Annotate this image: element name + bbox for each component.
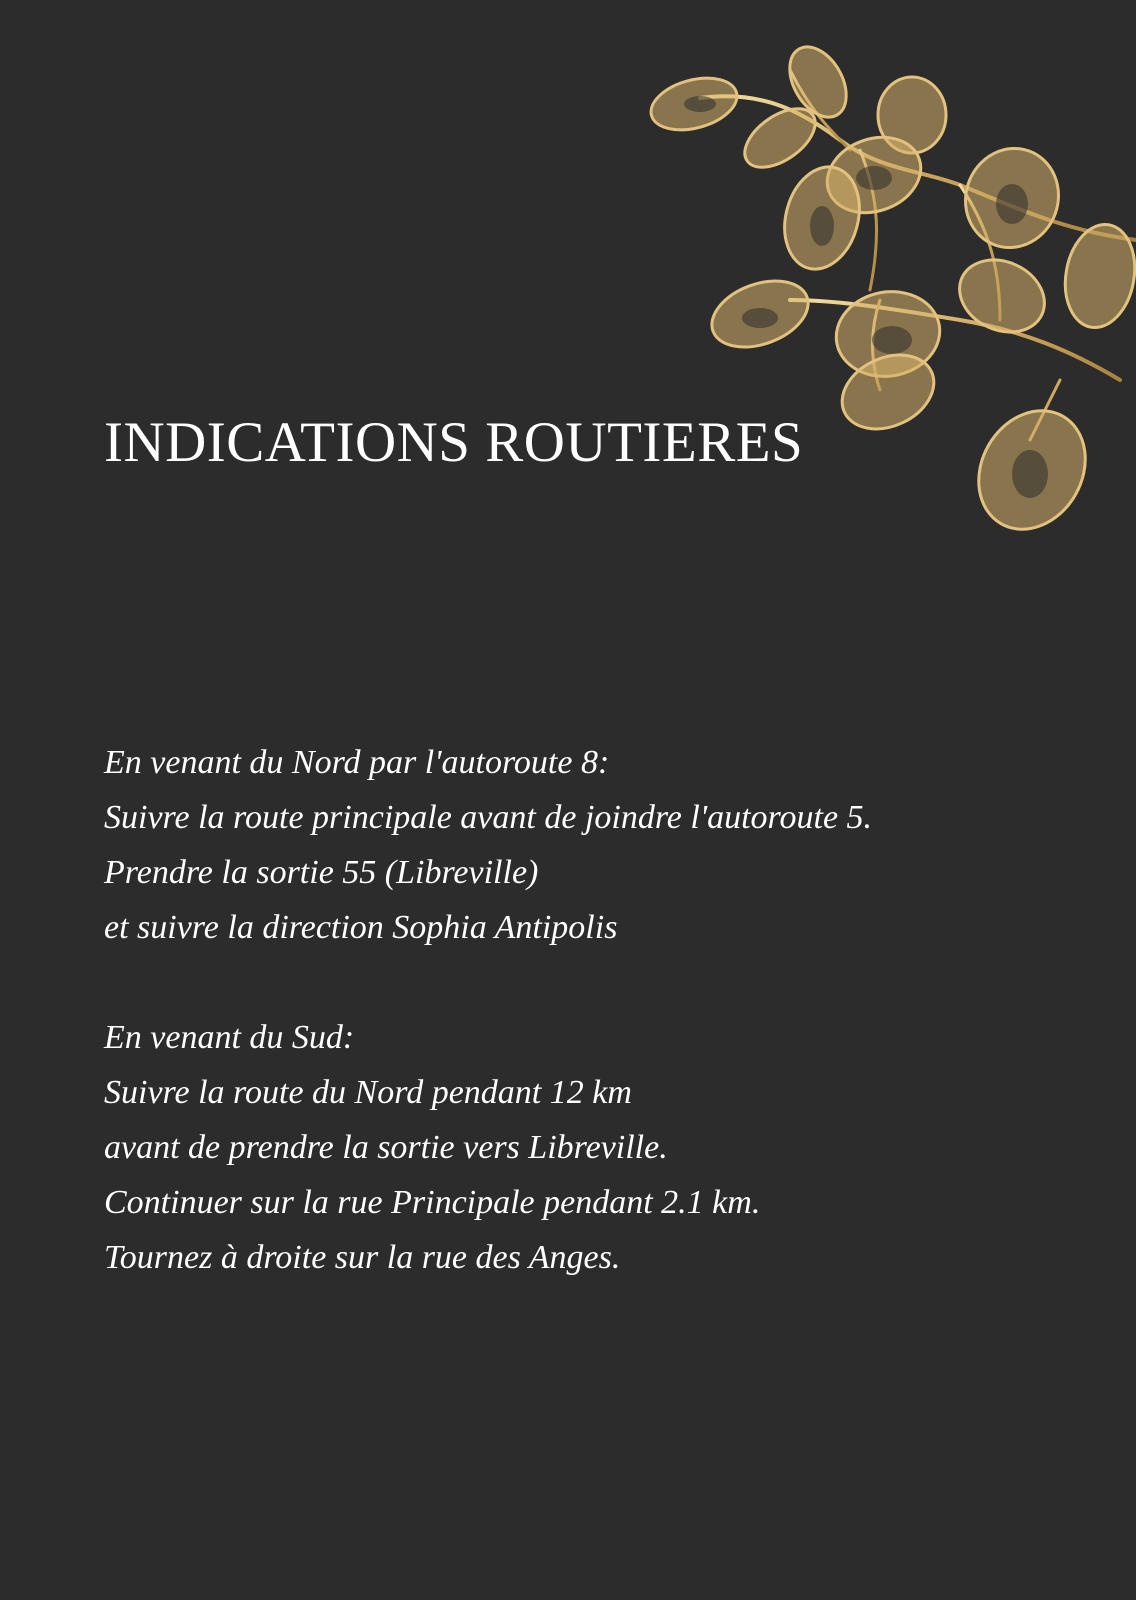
direction-line: Tournez à droite sur la rue des Anges. [104,1239,621,1276]
directions-section [104,735,1064,1340]
direction-line: avant de prendre la sortie vers Libreville. [104,1129,668,1166]
page-title: INDICATIONS ROUTIERES [104,411,804,474]
direction-line: Prendre la sortie 55 (Libreville) [104,854,539,891]
direction-line: Suivre la route du Nord pendant 12 km [104,1074,632,1111]
direction-heading-north: En venant du Nord par l'autoroute 8: [104,744,610,781]
directions-from-south [104,1010,1064,1285]
direction-line: et suivre la direction Sophia Antipolis [104,909,618,946]
direction-line: Continuer sur la rue Principale pendant 2.1 km. [104,1184,761,1221]
directions-from-north [104,735,1064,955]
direction-heading-south: En venant du Sud: [104,1019,355,1056]
direction-line: Suivre la route principale avant de joindre l'autoroute 5. [104,799,873,836]
